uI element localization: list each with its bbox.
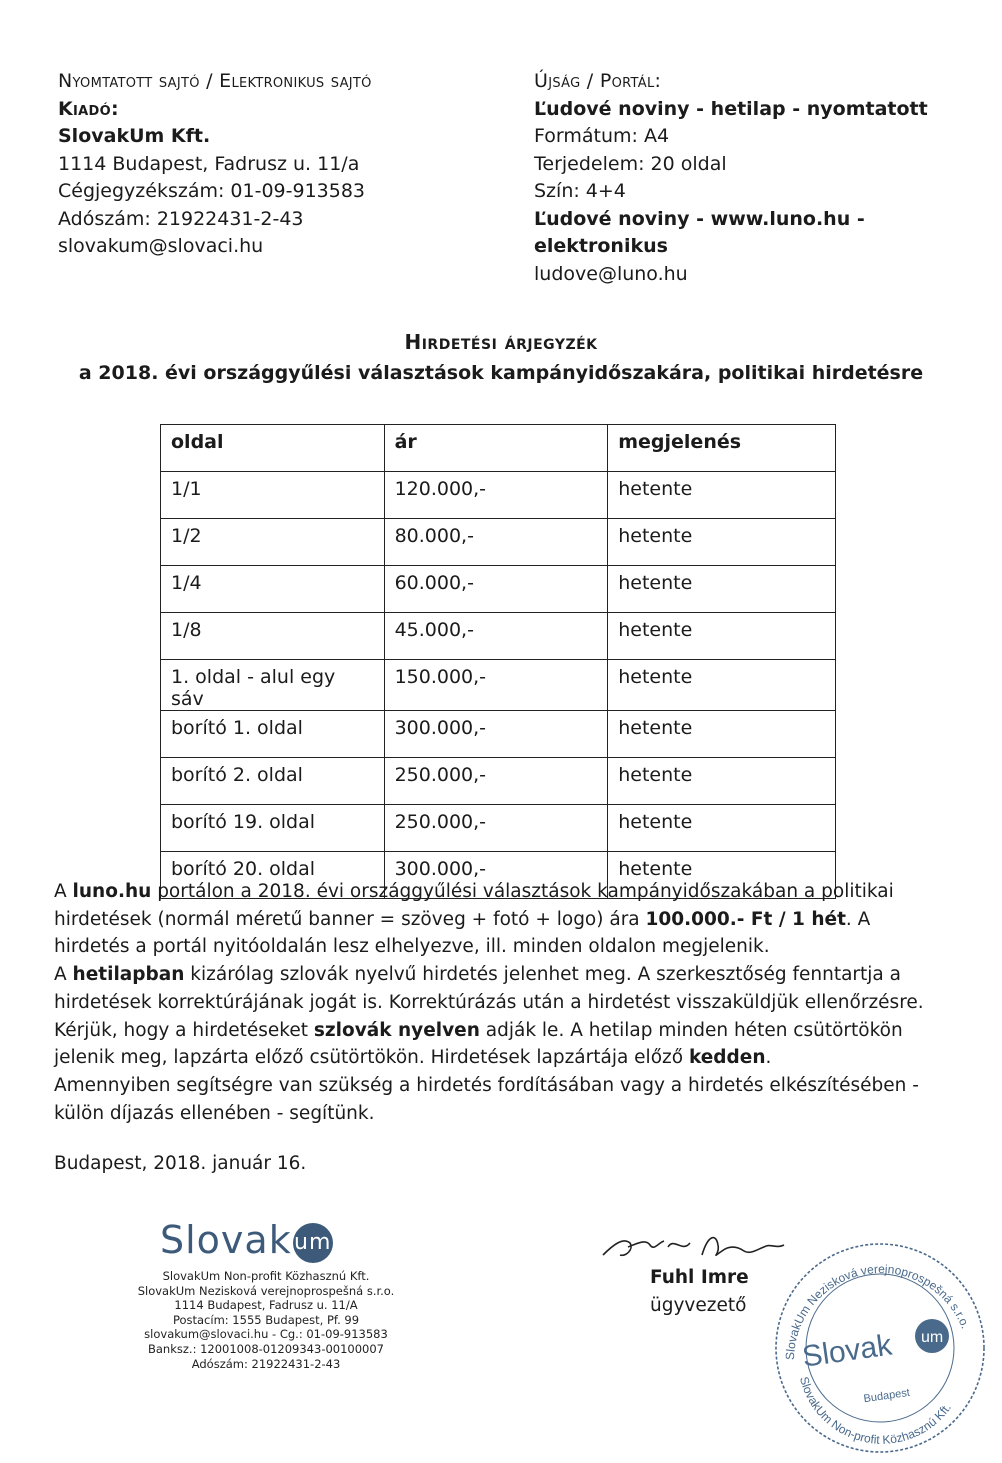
stamp-logo-badge-text: um [921, 1329, 944, 1346]
footer-line: Postacím: 1555 Budapest, Pf. 99 [172, 1312, 360, 1327]
publisher-heading: Nyomtatott sajtó / Elektronikus sajtó [58, 70, 372, 92]
publisher-name: SlovakUm Kft. [58, 125, 211, 147]
footer-line: Adószám: 21922431-2-43 [191, 1356, 341, 1371]
table-cell: 300.000,- [384, 852, 608, 899]
company-stamp [772, 1240, 988, 1456]
footer-line: Banksz.: 12001008-01209343-00100007 [148, 1341, 384, 1356]
table-cell: 120.000,- [384, 472, 608, 519]
table-cell: 1. oldal - alul egy sáv [161, 660, 385, 711]
language-label: szlovák nyelven [313, 1019, 480, 1041]
paragraph-help: Amennyiben segítségre van szükség a hirdetés fordításában vagy a hirdetés elkészítésében - külön díjazás ellenében - segítünk. [54, 1074, 919, 1124]
text-run: A [54, 964, 73, 986]
logo-badge: um [293, 1223, 333, 1263]
table-cell: 1/8 [161, 613, 385, 660]
table-row [161, 711, 836, 758]
deadline-day: kedden [688, 1047, 766, 1069]
publisher-block [58, 68, 498, 261]
table-cell: hetente [608, 711, 836, 758]
text-run: kizárólag szlovák nyelvű hirdetés jelenhet meg. A szerkesztőség fenntartja a hirdetések korrektúrájának jogát is. Korrektúrázás után a hirdetést visszaküldjük ellenőrzésre. Kérjük, hogy a hirdetéseket [54, 964, 924, 1041]
stamp-bottom-text: SlovakUm Non-profit Közhasznú Kft. [796, 1375, 954, 1447]
table-cell: borító 20. oldal [161, 852, 385, 899]
table-cell: hetente [608, 472, 836, 519]
signatory-role: ügyvezető [650, 1295, 747, 1316]
text-run: portálon a 2018. évi országgyűlési választások kampányidőszakában a politikai hirdetések (normál méretű banner = szöveg + fotó + logo) ára [54, 881, 894, 930]
signatory-name: Fuhl Imre [650, 1267, 749, 1288]
table-header-row [161, 425, 836, 472]
table-cell: hetente [608, 613, 836, 660]
stamp-city: Budapest [862, 1386, 911, 1406]
outlet-format: Formátum: A4 [534, 125, 670, 147]
footer-line: SlovakUm Non-profit Közhasznú Kft. [162, 1269, 370, 1283]
outlet-color: Szín: 4+4 [534, 180, 626, 202]
table-row [161, 805, 836, 852]
table-header-cell: ár [384, 425, 608, 472]
table-header-cell: oldal [161, 425, 385, 472]
table-cell: hetente [608, 660, 836, 711]
publisher-address: 1114 Budapest, Fadrusz u. 11/a [58, 152, 360, 175]
table-cell: 1/4 [161, 566, 385, 613]
body-text [54, 878, 944, 1127]
outlet-heading: Újság / Portál: [534, 70, 662, 92]
outlet-block [534, 68, 974, 288]
table-cell: hetente [608, 566, 836, 613]
table-row [161, 519, 836, 566]
paragraph-weekly [54, 961, 944, 1072]
publisher-label: Kiadó: [58, 97, 119, 120]
table-row [161, 472, 836, 519]
document-subtitle: a 2018. évi országgyűlési választások kampányidőszakára, politikai hirdetésre [78, 362, 924, 384]
table-row [161, 613, 836, 660]
table-cell: hetente [608, 852, 836, 899]
text-run: . A hirdetés a portál nyitóoldalán lesz elhelyezve, ill. minden oldalon megjelenik. [54, 908, 871, 958]
publisher-email: slovakum@slovaci.hu [58, 235, 264, 257]
publisher-tax-number: Adószám: 21922431-2-43 [58, 207, 304, 230]
table-cell: borító 1. oldal [161, 711, 385, 758]
footer-line: slovakum@slovaci.hu - Cg.: 01-09-913583 [144, 1327, 388, 1342]
table-cell: 45.000,- [384, 613, 608, 660]
outlet-print-name: Ľudové noviny - hetilap - nyomtatott [534, 97, 928, 120]
table-cell: borító 19. oldal [161, 805, 385, 852]
table-cell: hetente [608, 805, 836, 852]
table-header-cell: megjelenés [608, 425, 836, 472]
logo-text: Slovak [160, 1218, 292, 1262]
portal-price: 100.000.- Ft / 1 hét [645, 908, 846, 930]
table-row [161, 660, 836, 711]
table-cell: 300.000,- [384, 711, 608, 758]
table-cell: 60.000,- [384, 566, 608, 613]
stamp-logo-text: Slovak [800, 1328, 895, 1374]
table-cell: hetente [608, 758, 836, 805]
table-row [161, 758, 836, 805]
price-table [160, 424, 836, 899]
outlet-extent: Terjedelem: 20 oldal [534, 152, 727, 175]
slovakum-logo [160, 1218, 333, 1263]
table-cell: 1/1 [161, 472, 385, 519]
text-run: adják le. A hetilap minden héten csütörtökön jelenik meg, lapzárta előző csütörtökön. Hirdetések lapzártája előző [54, 1019, 903, 1069]
outlet-email: ludove@luno.hu [534, 262, 688, 285]
footer-line: 1114 Budapest, Fadrusz u. 11/A [174, 1298, 358, 1313]
portal-name: luno.hu [72, 881, 152, 902]
document-title: Hirdetési árjegyzék [404, 330, 598, 354]
table-row [161, 566, 836, 613]
text-run: . [765, 1047, 772, 1069]
outlet-online-name: Ľudové noviny - www.luno.hu - elektronikus [534, 207, 865, 257]
paragraph-portal [54, 878, 944, 961]
table-cell: 250.000,- [384, 758, 608, 805]
text-run: A [54, 881, 73, 902]
table-cell: 250.000,- [384, 805, 608, 852]
table-cell: 150.000,- [384, 660, 608, 711]
company-footer [96, 1269, 436, 1371]
document-date: Budapest, 2018. január 16. [54, 1153, 307, 1174]
stamp-top-text: SlovakUm Nezisková verejnoprospešná s.r.o. [782, 1261, 973, 1361]
table-cell: 1/2 [161, 519, 385, 566]
footer-line: SlovakUm Nezisková verejnoprospešná s.r.o. [137, 1283, 395, 1298]
publisher-company-reg: Cégjegyzékszám: 01-09-913583 [58, 180, 366, 202]
table-cell: 80.000,- [384, 519, 608, 566]
table-cell: hetente [608, 519, 836, 566]
weekly-label: hetilapban [72, 964, 185, 986]
table-cell: borító 2. oldal [161, 758, 385, 805]
